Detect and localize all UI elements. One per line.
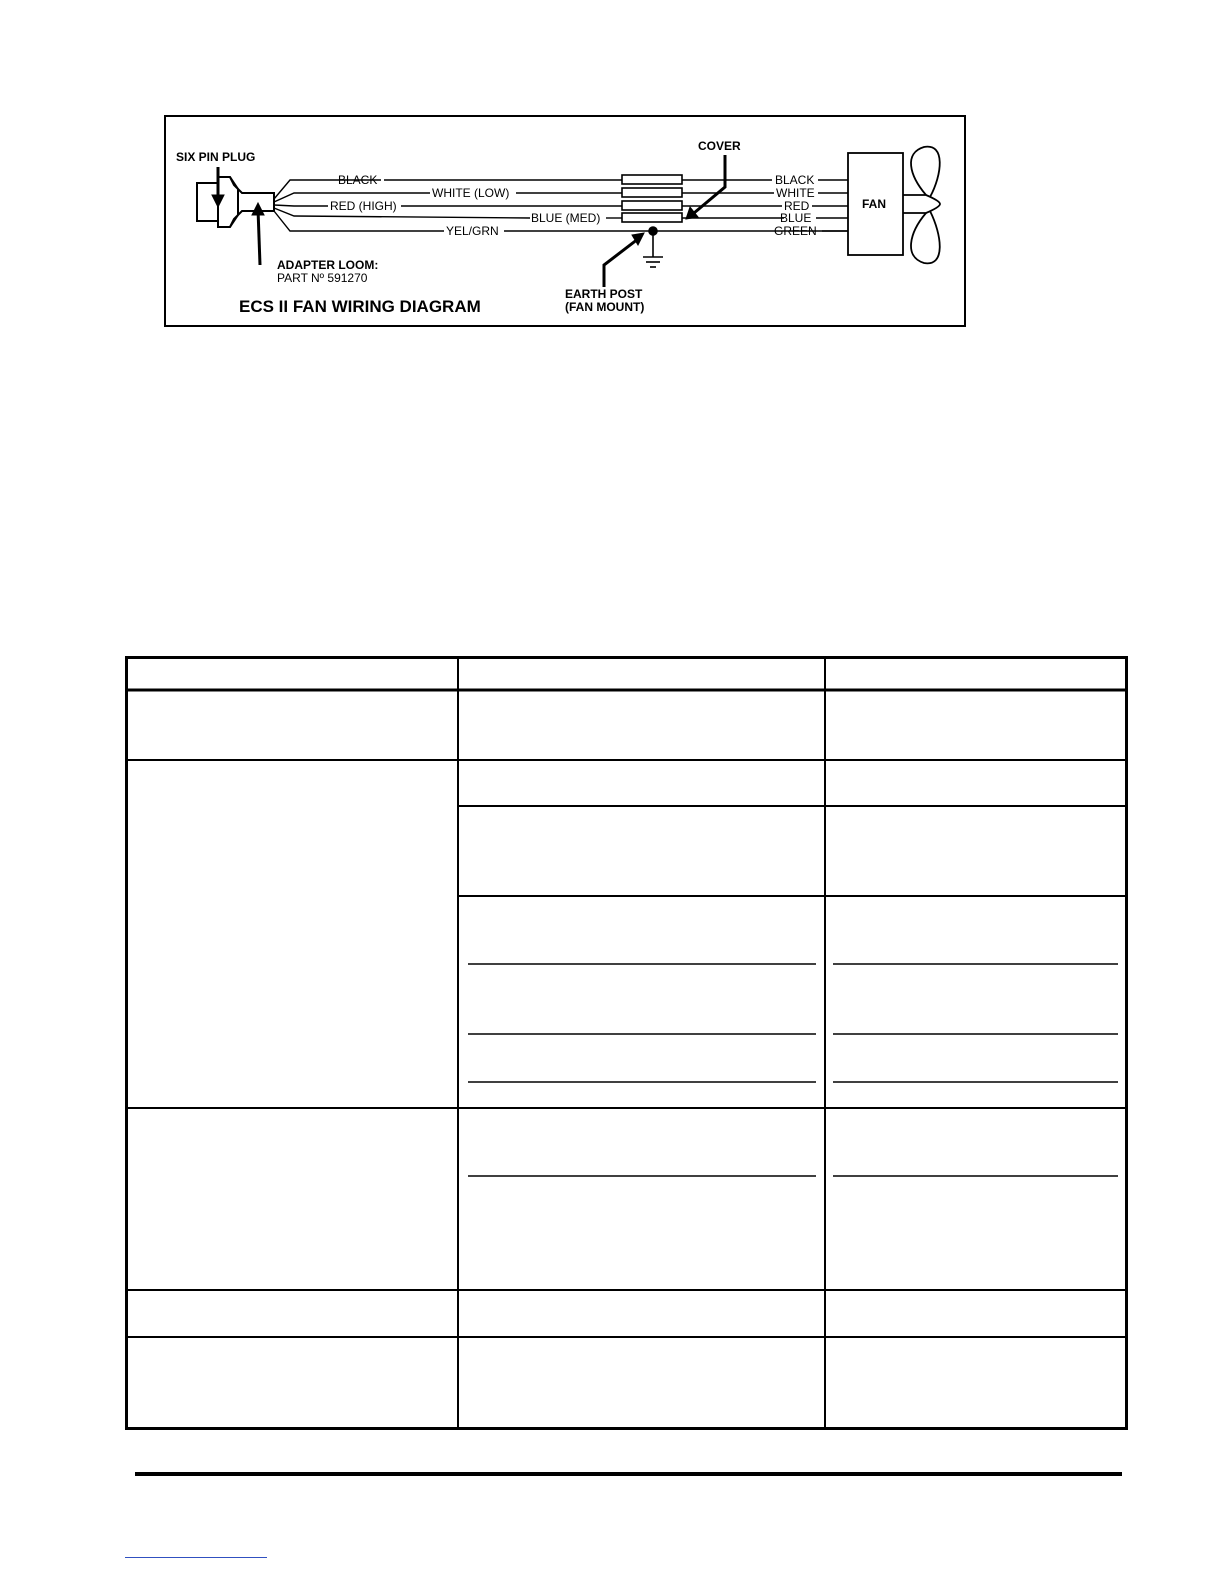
diagram-title: ECS II FAN WIRING DIAGRAM xyxy=(239,297,481,316)
left-wire-yelgrn: YEL/GRN xyxy=(446,224,499,238)
footer-rule xyxy=(135,1472,1122,1476)
right-wire-white: WHITE xyxy=(776,186,815,200)
fan-label: FAN xyxy=(862,197,886,211)
right-wire-green: GREEN xyxy=(774,224,817,238)
left-wire-white: WHITE (LOW) xyxy=(432,186,510,200)
part-number-label: PART Nº 591270 xyxy=(277,271,368,285)
six-pin-plug-label: SIX PIN PLUG xyxy=(176,150,256,164)
six-pin-plug-icon xyxy=(197,177,274,227)
right-wire-black: BLACK xyxy=(775,173,815,187)
fan-propeller-icon xyxy=(903,147,940,264)
table-border xyxy=(127,658,1127,1429)
cover-label: COVER xyxy=(698,139,741,153)
right-wire-blue: BLUE xyxy=(780,211,812,225)
left-wire-red: RED (HIGH) xyxy=(330,199,397,213)
left-wire-black: BLACK xyxy=(338,173,378,187)
splice-covers xyxy=(622,175,682,222)
left-wire-blue: BLUE (MED) xyxy=(531,211,601,225)
earth-post-icon xyxy=(643,227,663,267)
earth-post-label: EARTH POST xyxy=(565,287,643,301)
right-wire-red: RED xyxy=(784,199,810,213)
footer-link-underline xyxy=(125,1557,267,1558)
fan-wiring-diagram xyxy=(164,115,966,327)
troubleshooting-table xyxy=(125,656,1128,1431)
fan-mount-label: (FAN MOUNT) xyxy=(565,300,645,314)
adapter-loom-label: ADAPTER LOOM: xyxy=(277,258,379,272)
